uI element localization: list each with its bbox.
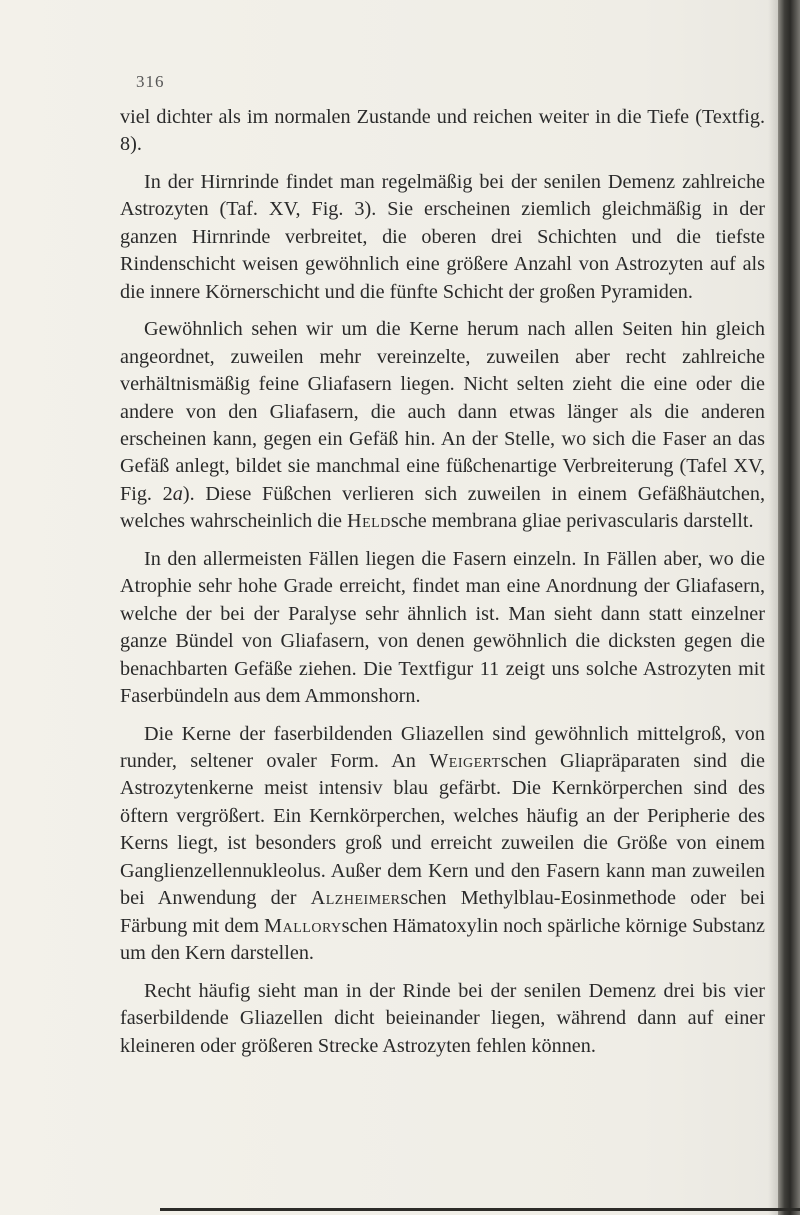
binding-shadow <box>768 0 778 1215</box>
paragraph <box>120 169 765 306</box>
paragraph <box>120 104 765 159</box>
paragraph <box>120 721 765 968</box>
author-name: Held <box>347 510 391 533</box>
text-run: Gewöhnlich sehen wir um die Kerne herum nach allen Seiten hin gleich angeordnet, zuweilen mehr vereinzelte, zuweilen aber recht zahlreiche verhältnismäßig feine Gliafasern liegen. Nicht selten zieht die eine oder die andere von den Gliafasern, die auch dann etwas länger als die anderen erscheinen kann, gegen ein Gefäß hin. An der Stelle, wo sich die Faser an das Gefäß anlegt, bildet sie manchmal eine füßchenartige Verbreiterung (Tafel XV, Fig. 2 <box>120 318 765 505</box>
author-name: Alzheimer <box>310 887 401 910</box>
text-run: schen Hämatoxylin noch spärliche körnige Substanz um den Kern darstellen. <box>120 914 765 965</box>
author-name: Mallory <box>264 914 342 937</box>
text-run: sche membrana gliae perivascularis darstellt. <box>390 510 754 533</box>
text-run: Die Kerne der faserbildenden Gliazellen sind gewöhnlich mittelgroß, von runder, seltener ovaler Form. An <box>120 722 765 772</box>
text-run: In den allermeisten Fällen liegen die Fasern einzeln. In Fällen aber, wo die Atrophie sehr hohe Grade erreicht, findet man eine Anordnung der Gliafasern, welche der bei der Paralyse sehr ähnlich ist. Man sieht dann statt einzelner ganze Bündel von Gliafasern, von denen gewöhnlich die dicksten gegen die benachbarten Gefäße ziehen. Die Textfigur 11 zeigt uns solche Astrozyten mit Faserbündeln aus dem Ammonshorn. <box>120 547 765 708</box>
text-run: In der Hirnrinde findet man regelmäßig bei der senilen Demenz zahlreiche Astrozyten (Taf. XV, Fig. 3). Sie erscheinen ziemlich gleichmäßig in der ganzen Hirnrinde verbreitet, die oberen drei Schichten und die tiefste Rindenschicht weisen gewöhnlich eine größere Anzahl von Astrozyten auf als die innere Körnerschicht und die fünfte Schicht der großen Pyramiden. <box>120 170 765 303</box>
text-run: schen Gliapräparaten sind die Astrozytenkerne meist intensiv blau gefärbt. Die Kernkörperchen sind des öftern vergrößert. Ein Kernkörperchen, welches häufig an der Peripherie des Kerns liegt, ist besonders groß und erreicht zuweilen die Größe von einem Ganglienzellennukleolus. Außer dem Kern und den Fasern kann man zuweilen bei Anwendung der <box>120 749 765 910</box>
author-name: Weigert <box>429 749 501 772</box>
page-bottom-edge <box>160 1208 800 1211</box>
body-text <box>120 104 765 1070</box>
paragraph <box>120 316 765 536</box>
figure-letter: a <box>172 482 183 505</box>
text-run: Recht häufig sieht man in der Rinde bei der senilen Demenz drei bis vier faserbildende Gliazellen dicht beieinander liegen, während dann auf einer kleineren oder größeren Strecke Astrozyten fehlen können. <box>120 979 765 1057</box>
text-run: schen Methylblau-Eosinmethode oder bei Färbung mit dem <box>120 887 765 937</box>
binding-edge <box>778 0 800 1215</box>
page-number: 316 <box>136 72 165 91</box>
paragraph <box>120 546 765 711</box>
text-run: ). Diese Füßchen verlieren sich zuweilen in einem Gefäßhäutchen, welches wahrscheinlich die <box>120 482 765 533</box>
text-run: viel dichter als im normalen Zustande und reichen weiter in die Tiefe (Textfig. 8). <box>120 106 765 156</box>
paragraph <box>120 978 765 1060</box>
